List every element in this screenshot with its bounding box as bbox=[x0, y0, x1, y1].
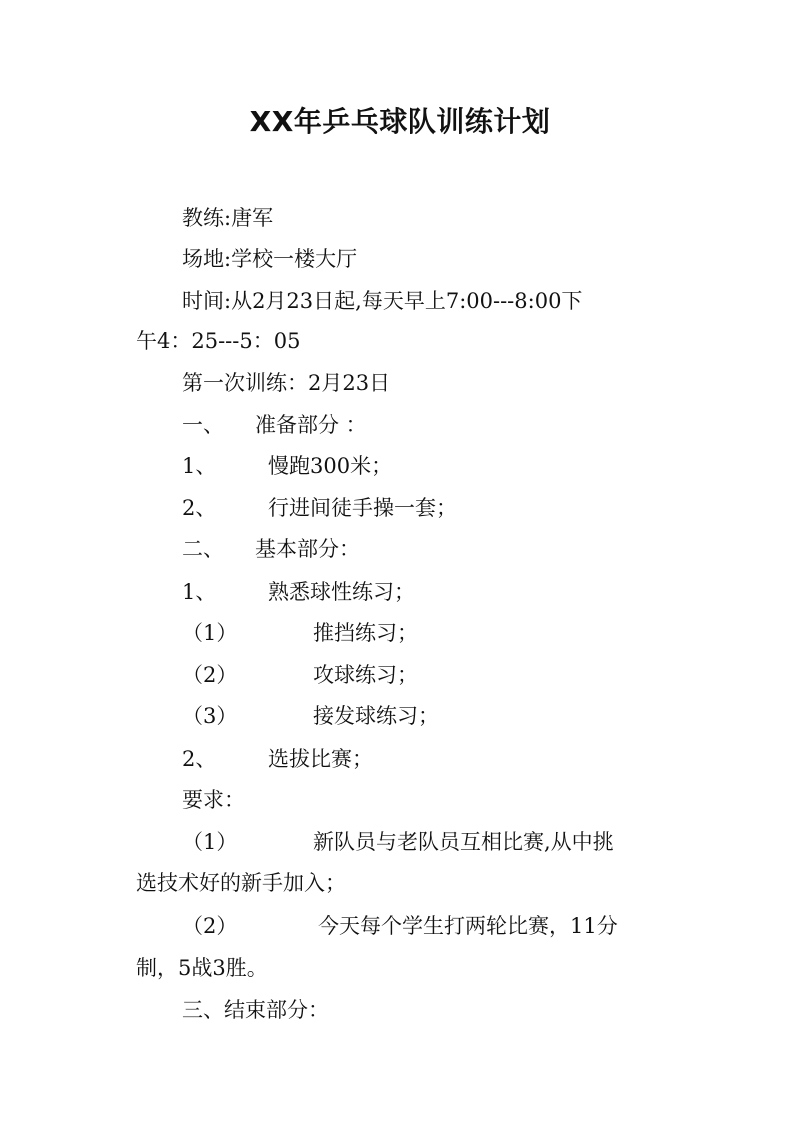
document-title: XX年乒乓球队训练计划 bbox=[249, 105, 551, 138]
requirements-heading: 要求： bbox=[182, 788, 245, 812]
sub-item-text: 接发球练习； bbox=[313, 704, 439, 728]
item-text: 行进间徒手操一套； bbox=[268, 496, 457, 520]
section-number: 二、 bbox=[182, 537, 224, 561]
sub-item-number: （2） bbox=[182, 663, 238, 687]
sub-item-number: （3） bbox=[182, 704, 238, 728]
sub-item-text-continued: 制，5战3胜。 bbox=[136, 956, 268, 980]
venue-line: 场地:学校一楼大厅 bbox=[182, 247, 358, 271]
time-line: 时间:从2月23日起,每天早上7:00---8:00下 bbox=[182, 289, 583, 313]
item-text: 熟悉球性练习； bbox=[268, 580, 415, 604]
section-heading: 准备部分 ： bbox=[255, 413, 367, 437]
coach-line: 教练:唐军 bbox=[182, 206, 274, 230]
section-three-line: 三、结束部分： bbox=[182, 998, 329, 1022]
sub-item-text: 攻球练习； bbox=[313, 663, 418, 687]
first-training-line: 第一次训练：2月23日 bbox=[182, 371, 391, 395]
item-number: 2、 bbox=[182, 496, 217, 520]
sub-item-text-continued: 选技术好的新手加入； bbox=[136, 871, 346, 895]
item-number: 2、 bbox=[182, 747, 217, 771]
sub-item-number: （1） bbox=[182, 830, 238, 854]
item-text: 慢跑300米； bbox=[268, 454, 393, 478]
item-number: 1、 bbox=[182, 454, 217, 478]
sub-item-text: 推挡练习； bbox=[313, 621, 418, 645]
sub-item-number: （2） bbox=[182, 914, 238, 938]
time-line-continued: 午4：25---5：05 bbox=[136, 329, 301, 353]
sub-item-number: （1） bbox=[182, 621, 238, 645]
sub-item-text: 新队员与老队员互相比赛,从中挑 bbox=[313, 830, 614, 854]
sub-item-text: 今天每个学生打两轮比赛，11分 bbox=[318, 914, 618, 938]
item-number: 1、 bbox=[182, 580, 217, 604]
section-number: 一、 bbox=[182, 413, 224, 437]
item-text: 选拔比赛； bbox=[268, 747, 373, 771]
section-heading: 基本部分： bbox=[255, 537, 360, 561]
